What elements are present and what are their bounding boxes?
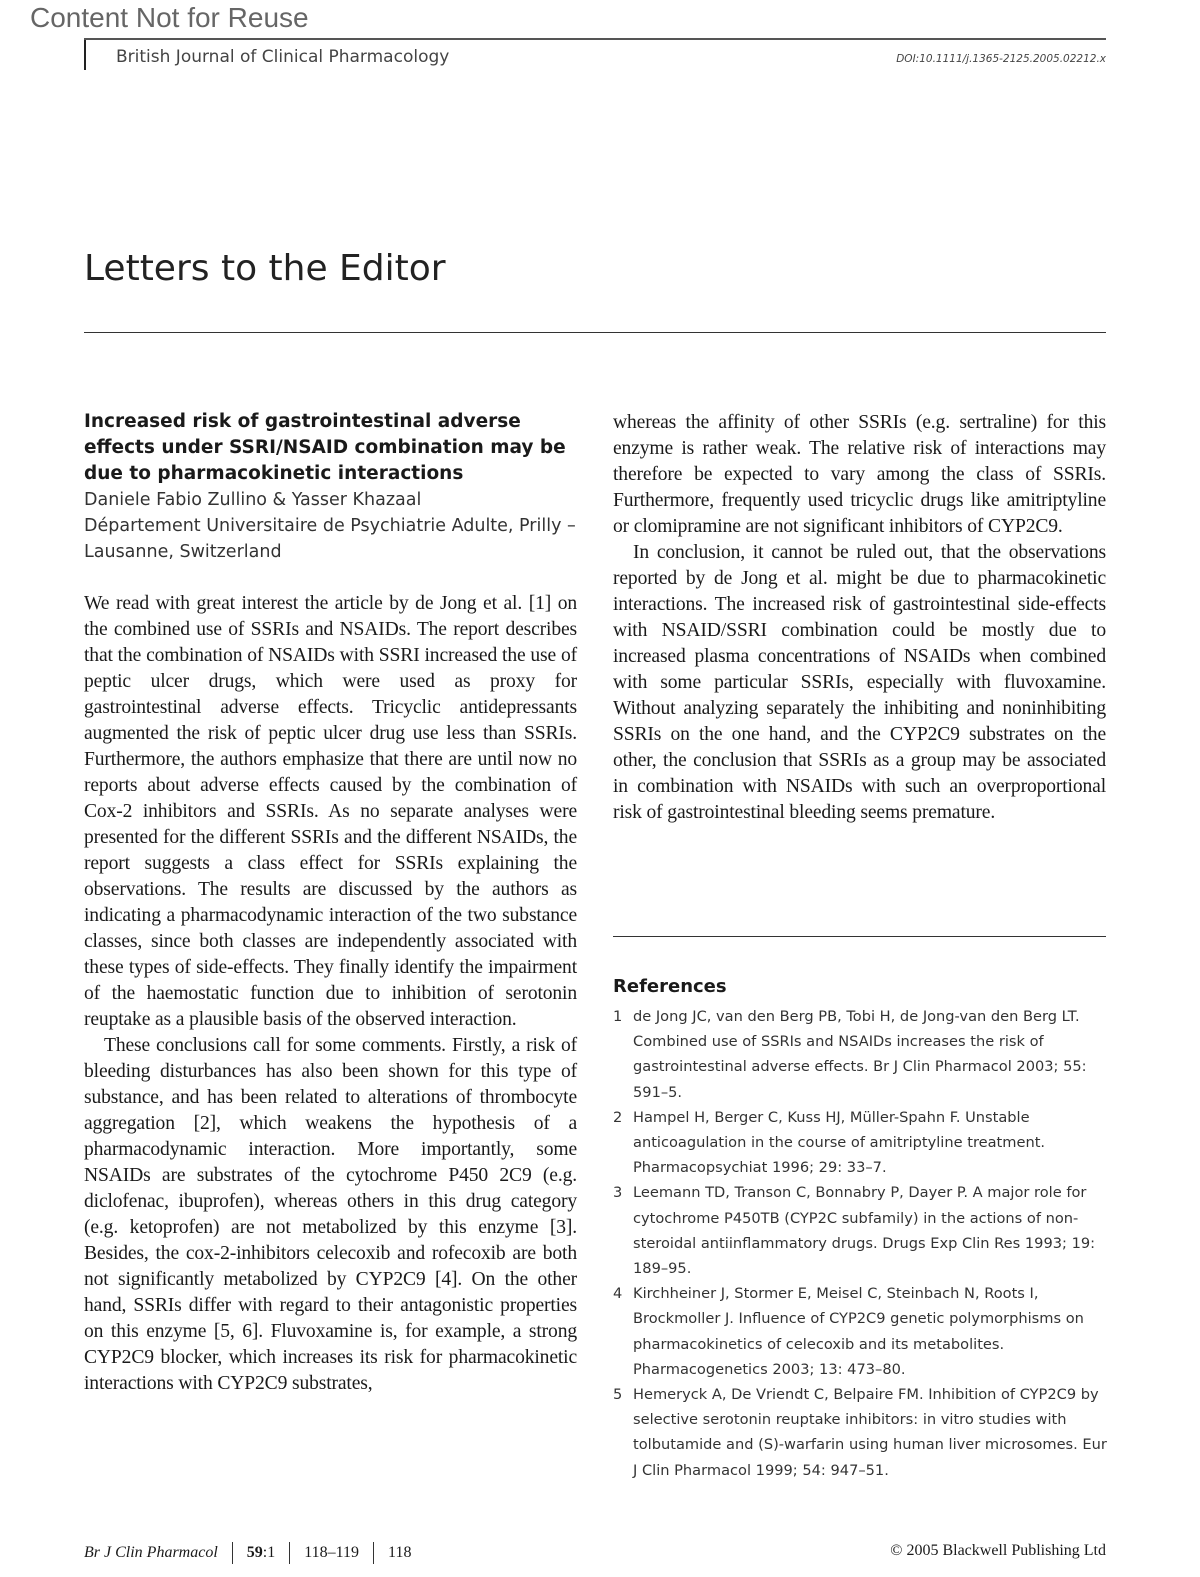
header-rule bbox=[84, 38, 1106, 40]
reference-number: 3 bbox=[613, 1184, 623, 1202]
reference-text: Leemann TD, Transon C, Bonnabry P, Dayer P. A major role for cytochrome P450TB (CYP2C subfamily) in the actions of non-steroidal antiinflammatory drugs. Drugs Exp Clin Res 1993; 19: 189–95. bbox=[633, 1184, 1096, 1278]
affiliation: Département Universitaire de Psychiatrie Adulte, Prilly – Lausanne, Switzerland bbox=[84, 516, 576, 562]
separator bbox=[232, 1542, 233, 1564]
reference-text: de Jong JC, van den Berg PB, Tobi H, de Jong-van den Berg LT. Combined use of SSRIs and NSAIDs increases the risk of gastrointestinal adverse effects. Br J Clin Pharmacol 2003; 55: 591–5. bbox=[633, 1008, 1087, 1101]
doi: DOI:10.1111/j.1365-2125.2005.02212.x bbox=[896, 53, 1106, 65]
reference-item bbox=[613, 1281, 1108, 1382]
reference-number: 5 bbox=[613, 1386, 623, 1404]
paragraph: In conclusion, it cannot be ruled out, that the observations reported by de Jong et al. might be due to pharmacokinetic interactions. The increased risk of gastrointestinal side-effects with NSAID/SSRI combination could be mostly due to increased plasma concentrations of NSAIDs when combined with some particular SSRIs, especially with fluvoxamine. Without analyzing separately the inhibiting and noninhibiting SSRIs on the one hand, and the CYP2C9 substrates on the other, the conclusion that SSRIs as a group may be associated in combination with NSAIDs with such an overproportional risk of gastrointestinal bleeding seems premature. bbox=[613, 542, 1106, 823]
header-bar bbox=[84, 40, 86, 70]
separator bbox=[373, 1542, 374, 1564]
authors: Daniele Fabio Zullino & Yasser Khazaal bbox=[84, 490, 422, 510]
paragraph: We read with great interest the article by de Jong et al. [1] on the combined use of SSRIs and NSAIDs. The report describes that the combination of NSAIDs with SSRI increased the use of peptic ulcer drugs, which were used as proxy for gastrointestinal adverse effects. Tricyclic antidepressants augmented the risk of peptic ulcer drug use less than SSRIs. Furthermore, the authors emphasize that there are until now no reports about adverse effects caused by the combination of Cox-2 inhibitors and SSRIs. As no separate analyses were presented for the different SSRIs and the different NSAIDs, the report suggests a class effect for SSRIs explaining the observations. The results are discussed by the authors as indicating a pharmacodynamic interaction of the two substance classes, since both classes are independently associated with these types of side-effects. They finally identify the impairment of the haemostatic function due to inhibition of serotonin reuptake as a plausible basis of the observed interaction. bbox=[84, 593, 577, 1030]
issue: :1 bbox=[262, 1544, 276, 1561]
reference-number: 4 bbox=[613, 1285, 623, 1303]
reference-item bbox=[613, 1382, 1108, 1483]
divider bbox=[84, 332, 1106, 333]
volume: 59 bbox=[246, 1544, 263, 1561]
paragraph: These conclusions call for some comments. Firstly, a risk of bleeding disturbances has also been shown for this type of substance, and has been related to alterations of thrombocyte aggregation [2], which weakens the hypothesis of a pharmacodynamic interaction. More importantly, some NSAIDs are substrates of the cytochrome P450 2C9 (e.g. diclofenac, ibuprofen), whereas others in this drug category (e.g. ketoprofen) are not metabolized by this enzyme [3]. Besides, the cox-2-inhibitors celecoxib and rofecoxib are both not significantly metabolized by CYP2C9 [4]. On the other hand, SSRIs differ with regard to their antagonistic properties on this enzyme [5, 6]. Fluvoxamine is, for example, a strong CYP2C9 blocker, which increases its risk for pharmacokinetic interactions with CYP2C9 substrates, bbox=[84, 1035, 577, 1394]
journal-abbreviation: Br J Clin Pharmacol bbox=[84, 1544, 218, 1561]
separator bbox=[289, 1542, 290, 1564]
reference-number: 2 bbox=[613, 1108, 623, 1126]
page-number: 118 bbox=[388, 1544, 412, 1561]
reference-item bbox=[613, 1180, 1108, 1281]
divider bbox=[613, 936, 1106, 937]
left-column bbox=[84, 591, 577, 1397]
article-title: Increased risk of gastrointestinal adverse effects under SSRI/NSAID combination may be due to pharmacokinetic interactions bbox=[84, 411, 566, 484]
section-title: Letters to the Editor bbox=[84, 248, 446, 289]
reference-text: Hampel H, Berger C, Kuss HJ, Müller-Spahn F. Unstable anticoagulation in the course of amitriptyline treatment. Pharmacopsychiat 1996; 29: 33–7. bbox=[633, 1108, 1046, 1177]
reference-text: Hemeryck A, De Vriendt C, Belpaire FM. Inhibition of CYP2C9 by selective serotonin reuptake inhibitors: in vitro studies with tolbutamide and (S)-warfarin using human liver microsomes. Eur J Clin Pharmacol 1999; 54: 947–51. bbox=[633, 1386, 1107, 1479]
reference-number: 1 bbox=[613, 1008, 623, 1025]
journal-name: British Journal of Clinical Pharmacology bbox=[116, 47, 450, 67]
reference-list bbox=[613, 1004, 1108, 1483]
paragraph: whereas the affinity of other SSRIs (e.g. sertraline) for this enzyme is rather weak. The relative risk of interactions may therefore be expected to vary among the class of SSRIs. Furthermore, frequently used tricyclic drugs like amitriptyline or clomipramine are not significant inhibitors of CYP2C9. bbox=[613, 412, 1106, 537]
author-block bbox=[84, 487, 577, 565]
references-heading: References bbox=[613, 976, 727, 997]
footer-citation bbox=[84, 1542, 411, 1564]
reference-text: Kirchheiner J, Stormer E, Meisel C, Steinbach N, Roots I, Brockmoller J. Influence of CYP2C9 genetic polymorphisms on pharmacokinetics of celecoxib and its metabolites. Pharmacogenetics 2003; 13: 473–80. bbox=[633, 1285, 1084, 1378]
watermark: Content Not for Reuse bbox=[30, 2, 309, 33]
page-range: 118–119 bbox=[304, 1544, 360, 1561]
right-column bbox=[613, 410, 1106, 826]
reference-item bbox=[613, 1105, 1108, 1181]
copyright: © 2005 Blackwell Publishing Ltd bbox=[890, 1542, 1106, 1559]
reference-item bbox=[613, 1004, 1108, 1105]
